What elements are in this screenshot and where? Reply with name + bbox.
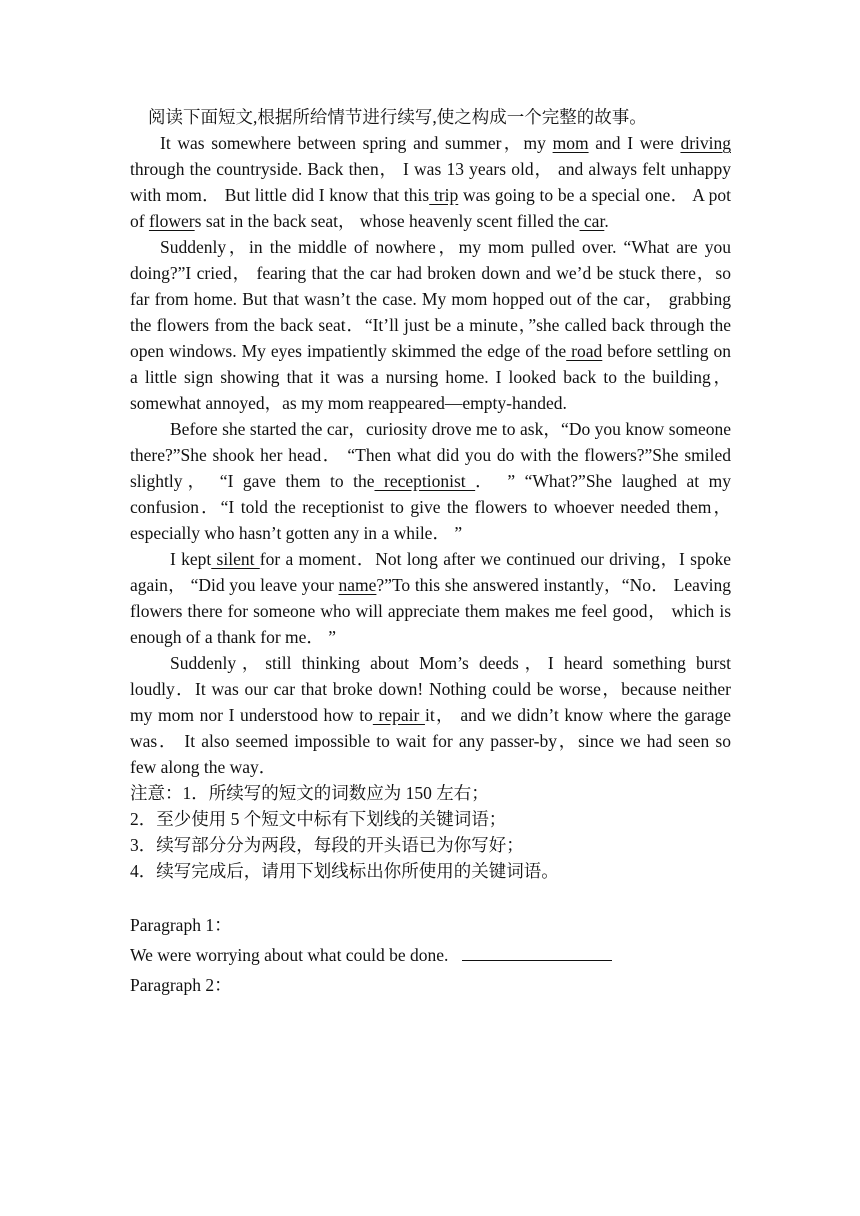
story-paragraph-4: I kept silent for a moment．Not long after we continued our driving，I spoke again， “Did you leave your name?”To this she answered instantly，“No． Leaving flowers there for someone who will appreciate them makes me feel good， which is enough of a thank for me． ” bbox=[130, 549, 732, 647]
story-paragraph-1: It was somewhere between spring and summer，my mom and I were driving through the countryside. Back then， I was 13 years old， and always felt unhappy with mom． But little did I know that this trip was going to be a special one． A pot of flowers sat in the back seat， whose heavenly scent filled the car. bbox=[130, 133, 731, 231]
keyword-mom: mom bbox=[552, 133, 589, 153]
note-1: 注意：1．所续写的短文的词数应为 150 左右； bbox=[130, 783, 489, 803]
story-paragraph-5: Suddenly，still thinking about Mom’s deeds，I heard something burst loudly．It was our car that broke down! Nothing could be worse，because neither my mom nor I understood how to repair it， and we didn’t know where the garage was． It also seemed impossible to wait for any passer-by，since we had seen so few along the way． bbox=[130, 653, 731, 777]
note-2: 2．至少使用 5 个短文中标有下划线的关键词语； bbox=[130, 809, 507, 829]
document-page bbox=[130, 104, 731, 1000]
keyword-flower: flower bbox=[148, 211, 195, 231]
note-3: 3．续写部分分为两段，每段的开头语已为你写好； bbox=[130, 835, 524, 855]
note-4: 4．续写完成后，请用下划线标出你所使用的关键词语。 bbox=[130, 861, 559, 881]
keyword-car: car bbox=[579, 211, 605, 231]
instruction-text: 阅读下面短文,根据所给情节进行续写,使之构成一个完整的故事。 bbox=[148, 107, 647, 127]
paragraph-1-label: Paragraph 1： bbox=[130, 915, 232, 935]
keyword-road: road bbox=[566, 341, 603, 361]
keyword-trip: trip bbox=[429, 185, 459, 205]
story-paragraph-3: Before she started the car，curiosity drove me to ask，“Do you know someone there?”She shook her head． “Then what did you do with the flowers?”She smiled slightly， “I gave them to the receptionist ． ” “What?”She laughed at my confusion．“I told the receptionist to give the flowers to whoever needed them， especially who hasn’t gotten any in a while． ” bbox=[130, 419, 732, 543]
paragraph-2-label: Paragraph 2： bbox=[130, 975, 232, 995]
answer-blank-line[interactable] bbox=[462, 942, 612, 961]
paragraph-1-opening: We were worrying about what could be done. bbox=[130, 940, 731, 970]
keyword-driving: driving bbox=[680, 133, 731, 153]
keyword-receptionist: receptionist bbox=[374, 471, 476, 491]
keyword-repair: repair bbox=[372, 705, 425, 725]
story-paragraph-2: Suddenly，in the middle of nowhere，my mom pulled over. “What are you doing?”I cried， fearing that the car had broken down and we’d be stuck there，so far from home. But that wasn’t the case. My mom hopped out of the car， grabbing the flowers from the back seat．“It’ll just be a minute，”she called back through the open windows. My eyes impatiently skimmed the edge of the road before settling on a little sign showing that it was a nursing home. I looked back to the building，somewhat annoyed，as my mom reappeared—empty-handed. bbox=[130, 237, 731, 413]
keyword-silent: silent bbox=[211, 549, 260, 569]
keyword-name: name bbox=[338, 575, 377, 595]
writing-notes bbox=[130, 780, 731, 884]
